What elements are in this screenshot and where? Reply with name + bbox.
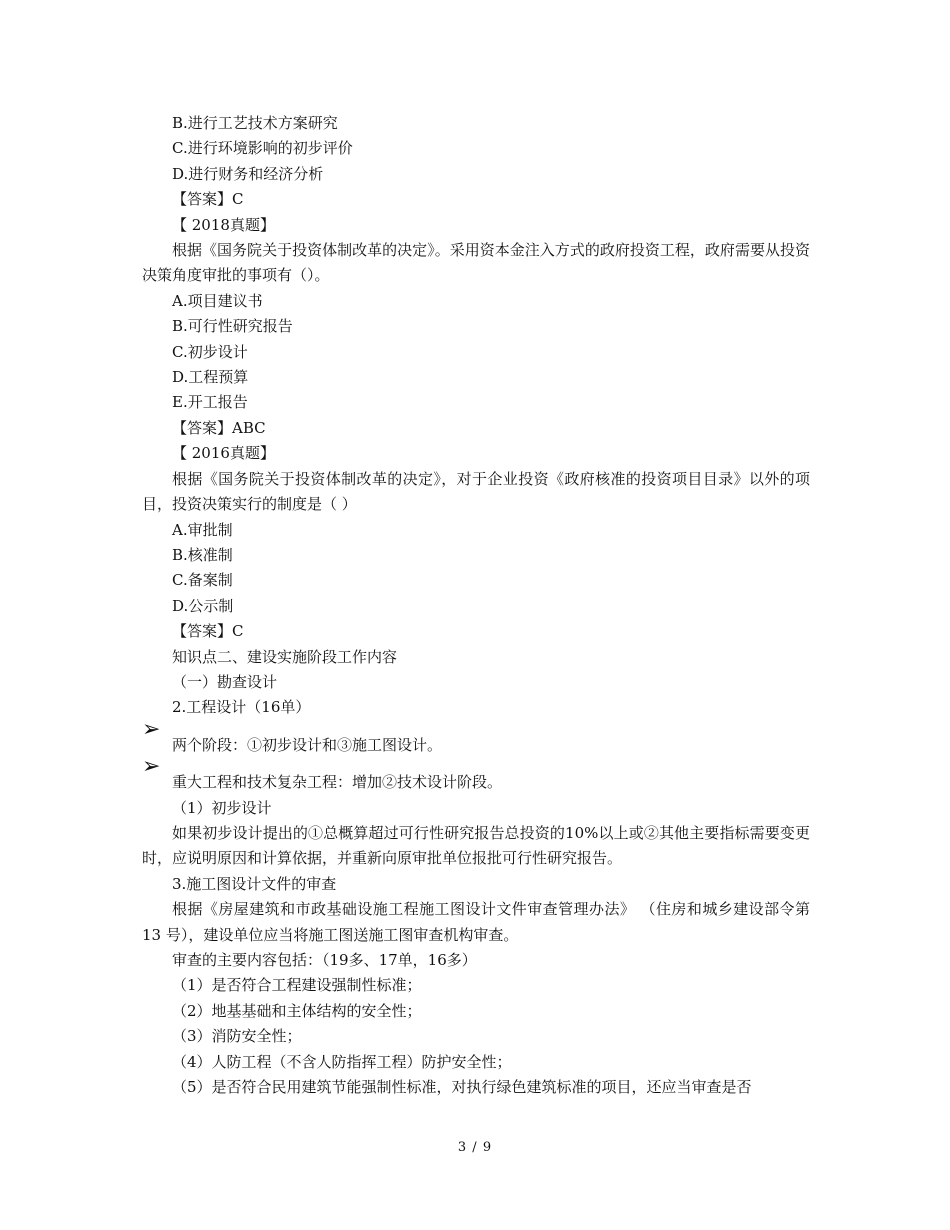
option-d: D.工程预算: [172, 368, 249, 387]
answer: 【答案】C: [172, 622, 244, 641]
question-text: 根据《国务院关于投资体制改革的决定》。采用资本金注入方式的政府投资工程，政府需要从投资决策角度审批的事项有（）。: [142, 241, 810, 285]
option-c: C.进行环境影响的初步评价: [172, 139, 353, 158]
option-d: D.进行财务和经济分析: [172, 164, 324, 183]
list-item: （4）人防工程（不含人防指挥工程）防护安全性；: [172, 1052, 512, 1071]
bullet-text: 重大工程和技术复杂工程：增加②技术设计阶段。: [172, 773, 503, 792]
list-item: （2）地基基础和主体结构的安全性；: [172, 1001, 422, 1020]
option-b: B.可行性研究报告: [172, 317, 293, 336]
exam-year-heading: 【 2018真题】: [172, 215, 275, 234]
option-d: D.公示制: [172, 596, 234, 615]
bullet-item: [142, 754, 810, 795]
section-heading: 知识点二、建设实施阶段工作内容: [172, 647, 398, 666]
subsection-heading: （一）勘查设计: [172, 672, 278, 691]
item-heading: 3.施工图设计文件的审查: [172, 874, 337, 893]
arrow-bullet-icon: ➢: [142, 754, 161, 780]
arrow-bullet-icon: ➢: [142, 716, 161, 742]
page-content: [142, 111, 810, 1100]
option-a: A.审批制: [172, 520, 233, 539]
item-heading: 2.工程设计（16单）: [172, 698, 311, 717]
item-heading: （1）初步设计: [172, 798, 272, 817]
option-b: B.核准制: [172, 545, 233, 564]
bullet-item: [142, 716, 810, 758]
option-b: B.进行工艺技术方案研究: [172, 114, 338, 132]
paragraph: 根据《房屋建筑和市政基础设施工程施工图设计文件审查管理办法》 （住房和城乡建设部令第13 号），建设单位应当将施工图送施工图审查机构审查。: [142, 900, 810, 944]
option-c: C.备案制: [172, 571, 233, 590]
option-e: E.开工报告: [172, 393, 248, 412]
question-text: 根据《国务院关于投资体制改革的决定》，对于企业投资《政府核准的投资项目目录》以外的项目，投资决策实行的制度是（ ）: [142, 469, 810, 514]
page-number: 3 / 9: [457, 1140, 493, 1155]
bullet-text: 两个阶段：①初步设计和③施工图设计。: [172, 735, 443, 754]
answer: 【答案】ABC: [172, 418, 266, 437]
answer: 【答案】C: [172, 190, 244, 209]
list-item: （3）消防安全性；: [172, 1027, 302, 1046]
paragraph: 审查的主要内容包括：（19多、17单，16多）: [172, 951, 477, 969]
list-item: （5）是否符合民用建筑节能强制性标准，对执行绿色建筑标准的项目，还应当审查是否: [172, 1078, 752, 1097]
option-a: A.项目建议书: [172, 291, 263, 310]
paragraph: 如果初步设计提出的①总概算超过可行性研究报告总投资的10%以上或②其他主要指标需要变更时，应说明原因和计算依据，并重新向原审批单位报批可行性研究报告。: [142, 823, 810, 868]
list-item: （1）是否符合工程建设强制性标准；: [172, 976, 422, 995]
option-c: C.初步设计: [172, 342, 248, 361]
exam-year-heading: 【 2016真题】: [172, 444, 275, 463]
